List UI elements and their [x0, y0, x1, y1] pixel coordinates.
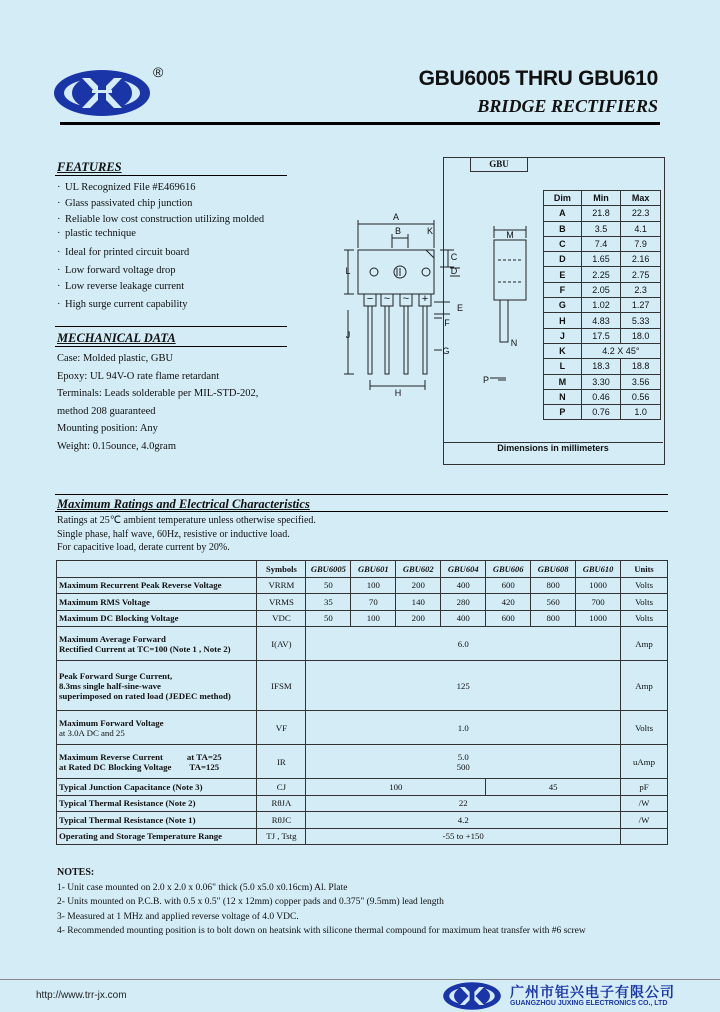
value-cell: 50: [306, 577, 351, 594]
value-cell: 100: [351, 610, 396, 627]
dim-cell: 1.27: [621, 298, 661, 313]
dim-cell: 18.3: [581, 359, 621, 374]
header-cell: GBU601: [351, 561, 396, 578]
dim-label-n: N: [510, 338, 518, 348]
header-cell: Units: [621, 561, 668, 578]
dim-label-l: L: [345, 266, 351, 276]
param-label-line: [59, 752, 254, 762]
dim-row: [544, 236, 661, 251]
dim-cell: C: [544, 236, 582, 251]
feature-item-cont: · plastic technique: [55, 226, 295, 242]
dim-cell: J: [544, 328, 582, 343]
ratings-rule: [55, 511, 668, 512]
feature-item: · Reliable low cost construction utilizing molded: [55, 212, 295, 228]
value-cell: 560: [531, 594, 576, 611]
unit-cell: Amp: [621, 627, 668, 661]
feature-item: · High surge current capability: [55, 297, 295, 313]
param-label-line: Peak Forward Surge Current,: [59, 670, 173, 681]
value-cell: 45: [486, 779, 621, 796]
dim-row: [544, 343, 661, 358]
dim-row: [544, 359, 661, 374]
mech-line: method 208 guaranteed: [57, 405, 156, 417]
row-ir: [57, 745, 668, 779]
param-symbol: VF: [257, 711, 306, 745]
dim-cell: 5.33: [621, 313, 661, 328]
header-blank: [57, 561, 257, 578]
param-label-line: superimposed on rated load (JEDEC method): [59, 690, 231, 701]
dim-cell: 2.25: [581, 267, 621, 282]
company-name-en: GUANGZHOU JUXING ELECTRONICS CO., LTD: [510, 1000, 668, 1007]
product-subtitle: BRIDGE RECTIFIERS: [477, 96, 658, 116]
dim-row: [544, 328, 661, 343]
features-list: [55, 180, 295, 313]
ratings-table: [56, 560, 668, 845]
param-label-line: 8.3ms single half-sine-wave: [59, 680, 161, 691]
param-label: Maximum Recurrent Peak Reverse Voltage: [57, 577, 257, 594]
dim-label-j: J: [345, 330, 351, 340]
dim-col-header: Max: [621, 191, 661, 206]
dim-cell: L: [544, 359, 582, 374]
notes-title: NOTES:: [57, 867, 95, 878]
dim-cell: B: [544, 221, 582, 236]
part-title: GBU6005 THRU GBU610: [418, 67, 658, 90]
footer-rule: [0, 979, 720, 980]
feature-item: · Ideal for printed circuit board: [55, 245, 295, 261]
param-symbol: IFSM: [257, 661, 306, 711]
mech-line: Epoxy: UL 94V-O rate flame retardant: [57, 370, 220, 382]
dim-cell: D: [544, 252, 582, 267]
dim-row: [544, 252, 661, 267]
dim-cell: 3.30: [581, 374, 621, 389]
value-line: 500: [456, 761, 470, 772]
dim-label-f: F: [444, 318, 450, 328]
dim-row: [544, 298, 661, 313]
dim-cell: 7.4: [581, 236, 621, 251]
value-cell: 1000: [576, 610, 621, 627]
mechanical-title: MECHANICAL DATA: [57, 331, 176, 345]
unit-cell: Volts: [621, 594, 668, 611]
mech-line: Mounting position: Any: [57, 423, 158, 434]
dim-cell: 18.8: [621, 359, 661, 374]
mech-line: Weight: 0.15ounce, 4.0gram: [57, 440, 177, 452]
intro-line: For capacitive load, derate current by 20%.: [57, 542, 230, 553]
unit-cell: [621, 828, 668, 845]
ratings-rule-top: [55, 494, 668, 495]
param-label-line: [59, 762, 254, 772]
param-label: Typical Junction Capacitance (Note 3): [57, 779, 257, 796]
value-line: 5.0: [457, 751, 469, 762]
dim-cell: 0.76: [581, 405, 621, 420]
param-label-cond: TA=125: [189, 761, 220, 772]
param-label-line: Maximum Forward Voltage: [59, 717, 164, 728]
param-label-text: at Rated DC Blocking Voltage: [59, 761, 172, 772]
features-title: FEATURES: [57, 160, 122, 174]
value-cell: 50: [306, 610, 351, 627]
value-cell: 35: [306, 594, 351, 611]
notes: [57, 866, 586, 939]
mech-line: Terminals: Leads solderable per MIL-STD-202,: [57, 388, 259, 399]
dim-cell: 2.3: [621, 282, 661, 297]
mechanical-data: [57, 350, 297, 455]
dim-col-header: Min: [581, 191, 621, 206]
dim-row: [544, 374, 661, 389]
unit-cell: /W: [621, 795, 668, 812]
dim-cell: 0.56: [621, 389, 661, 404]
param-symbol: RθJC: [257, 812, 306, 829]
pin-ac1-label: ~: [383, 293, 391, 305]
param-label: Typical Thermal Resistance (Note 2): [57, 795, 257, 812]
dim-cell: 1.65: [581, 252, 621, 267]
param-label-line: Maximum Average Forward: [59, 633, 166, 644]
dim-label-k: K: [426, 226, 434, 236]
note-item: 3- Measured at 1 MHz and applied reverse voltage of 4.0 VDC.: [57, 911, 299, 922]
dim-cell: 1.0: [621, 405, 661, 420]
features-rule: [55, 175, 287, 176]
row-iav: [57, 627, 668, 661]
package-label: GBU: [470, 157, 528, 172]
website-link[interactable]: http://www.trr-jx.com: [36, 990, 127, 1001]
mech-line: Case: Molded plastic, GBU: [57, 353, 174, 364]
header-cell: GBU608: [531, 561, 576, 578]
param-label: [57, 661, 257, 711]
param-symbol: VRRM: [257, 577, 306, 594]
unit-cell: Volts: [621, 610, 668, 627]
dim-row: [544, 405, 661, 420]
value-cell: 400: [441, 577, 486, 594]
dim-cell: P: [544, 405, 582, 420]
dim-row: [544, 282, 661, 297]
dim-cell: 2.75: [621, 267, 661, 282]
header-cell: GBU610: [576, 561, 621, 578]
dim-cell: 4.1: [621, 221, 661, 236]
company-logo-small: [442, 980, 502, 1012]
dim-label-a: A: [392, 212, 400, 222]
value-cell: [306, 745, 621, 779]
feature-item: · UL Recognized File #E469616: [55, 180, 295, 196]
param-symbol: I(AV): [257, 627, 306, 661]
row-vdc: [57, 610, 668, 627]
dim-cell: M: [544, 374, 582, 389]
header-cell: GBU604: [441, 561, 486, 578]
param-label: [57, 627, 257, 661]
row-vf: [57, 711, 668, 745]
param-symbol: IR: [257, 745, 306, 779]
header-rule: [60, 122, 660, 125]
note-item: 2- Units mounted on P.C.B. with 0.5 x 0.5" (12 x 12mm) copper pads and 0.375" (9.5mm) lead length: [57, 897, 444, 907]
dim-cell: E: [544, 267, 582, 282]
feature-item: · Low forward voltage drop: [55, 263, 295, 279]
dim-cell: G: [544, 298, 582, 313]
value-cell: 280: [441, 594, 486, 611]
dim-cell: 18.0: [621, 328, 661, 343]
param-label: Typical Thermal Resistance (Note 1): [57, 812, 257, 829]
package-drawing: [330, 210, 540, 410]
unit-cell: uAmp: [621, 745, 668, 779]
param-symbol: VDC: [257, 610, 306, 627]
value-cell: 22: [306, 795, 621, 812]
dim-cell: 2.16: [621, 252, 661, 267]
dim-cell: 3.56: [621, 374, 661, 389]
dim-label-d: D: [450, 266, 458, 276]
company-logo: [52, 68, 152, 118]
dim-cell: 21.8: [581, 206, 621, 221]
unit-cell: Volts: [621, 577, 668, 594]
header-cell: GBU606: [486, 561, 531, 578]
value-cell: 70: [351, 594, 396, 611]
value-cell: 600: [486, 577, 531, 594]
registered-mark: ®: [153, 64, 164, 80]
ratings-header-row: [57, 561, 668, 578]
dim-label-b: B: [394, 226, 402, 236]
param-symbol: CJ: [257, 779, 306, 796]
dim-cell: 1.02: [581, 298, 621, 313]
param-label-line: Rectified Current at TC=100 (Note 1 , Note 2): [59, 643, 231, 654]
row-cj: [57, 779, 668, 796]
dim-label-m: M: [506, 230, 514, 240]
dim-cell: A: [544, 206, 582, 221]
unit-cell: /W: [621, 812, 668, 829]
dim-cell: 0.46: [581, 389, 621, 404]
note-item: 1- Unit case mounted on 2.0 x 2.0 x 0.06" thick (5.0 x5.0 x0.16cm) Al. Plate: [57, 882, 348, 893]
pin-plus-label: +: [421, 293, 429, 305]
param-label: Operating and Storage Temperature Range: [57, 828, 257, 845]
header-cell: GBU602: [396, 561, 441, 578]
dim-row: [544, 221, 661, 236]
dimension-table: [543, 190, 661, 420]
param-label-line: at 3.0A DC and 25: [59, 727, 125, 738]
dim-header-row: [544, 191, 661, 206]
dim-cell: 4.2 X 45°: [581, 343, 660, 358]
mechanical-rule: [55, 346, 287, 347]
param-symbol: RθJA: [257, 795, 306, 812]
param-label: Maximum DC Blocking Voltage: [57, 610, 257, 627]
dim-cell: H: [544, 313, 582, 328]
dim-label-p: P: [482, 375, 490, 385]
row-rja: [57, 795, 668, 812]
param-symbol: VRMS: [257, 594, 306, 611]
param-label: Maximum RMS Voltage: [57, 594, 257, 611]
value-cell: 1.0: [306, 711, 621, 745]
header-cell: Symbols: [257, 561, 306, 578]
dim-cell: 22.3: [621, 206, 661, 221]
param-label: [57, 711, 257, 745]
note-item: 4- Recommended mounting position is to bolt down on heatsink with silicone thermal compound for maximum heat transfer with #6 screw: [57, 926, 586, 936]
value-cell: 400: [441, 610, 486, 627]
dim-label-g: G: [442, 346, 450, 356]
dim-label-c: C: [450, 252, 458, 262]
pin-ac2-label: ~: [402, 293, 410, 305]
param-label: [57, 745, 257, 779]
row-rjc: [57, 812, 668, 829]
row-vrms: [57, 594, 668, 611]
value-cell: 600: [486, 610, 531, 627]
ratings-title: Maximum Ratings and Electrical Characteristics: [57, 497, 310, 511]
header-cell: GBU6005: [306, 561, 351, 578]
feature-item: · Low reverse leakage current: [55, 279, 295, 295]
value-cell: 4.2: [306, 812, 621, 829]
value-cell: 6.0: [306, 627, 621, 661]
intro-line: Ratings at 25℃ ambient temperature unless otherwise specified.: [57, 515, 316, 526]
param-label-text: Maximum Reverse Current: [59, 751, 163, 762]
value-cell: 200: [396, 610, 441, 627]
value-cell: 100: [306, 779, 486, 796]
dimensions-footer: Dimensions in millimeters: [497, 443, 609, 453]
dim-row: [544, 313, 661, 328]
param-label-cond: at TA=25: [186, 751, 222, 762]
dim-cell: 7.9: [621, 236, 661, 251]
value-cell: 100: [351, 577, 396, 594]
intro-line: Single phase, half wave, 60Hz, resistive or inductive load.: [57, 528, 290, 540]
row-vrrm: [57, 577, 668, 594]
dim-col-header: Dim: [544, 191, 582, 206]
value-cell: 125: [306, 661, 621, 711]
dim-label-h: H: [394, 388, 402, 398]
dim-cell: F: [544, 282, 582, 297]
company-name-cn: 广州市钜兴电子有限公司: [510, 985, 675, 1001]
mechanical-rule-top: [55, 326, 287, 327]
dim-cell: K: [544, 343, 582, 358]
value-cell: 140: [396, 594, 441, 611]
dim-cell: 2.05: [581, 282, 621, 297]
ratings-intro: [57, 514, 316, 555]
row-tj: [57, 828, 668, 845]
dim-cell: 4.83: [581, 313, 621, 328]
value-cell: 800: [531, 577, 576, 594]
dim-table-body: [544, 206, 661, 420]
dim-cell: N: [544, 389, 582, 404]
value-cell: -55 to +150: [306, 828, 621, 845]
value-cell: 420: [486, 594, 531, 611]
value-cell: 1000: [576, 577, 621, 594]
param-symbol: TJ , Tstg: [257, 828, 306, 845]
unit-cell: Volts: [621, 711, 668, 745]
dim-cell: 3.5: [581, 221, 621, 236]
value-cell: 800: [531, 610, 576, 627]
dim-label-e: E: [456, 303, 464, 313]
value-cell: 700: [576, 594, 621, 611]
dim-row: [544, 389, 661, 404]
dim-row: [544, 206, 661, 221]
dim-row: [544, 267, 661, 282]
unit-cell: pF: [621, 779, 668, 796]
unit-cell: Amp: [621, 661, 668, 711]
value-cell: 200: [396, 577, 441, 594]
dim-cell: 17.5: [581, 328, 621, 343]
pin-minus-label: −: [366, 293, 374, 305]
row-ifsm: [57, 661, 668, 711]
feature-item: · Glass passivated chip junction: [55, 196, 295, 212]
